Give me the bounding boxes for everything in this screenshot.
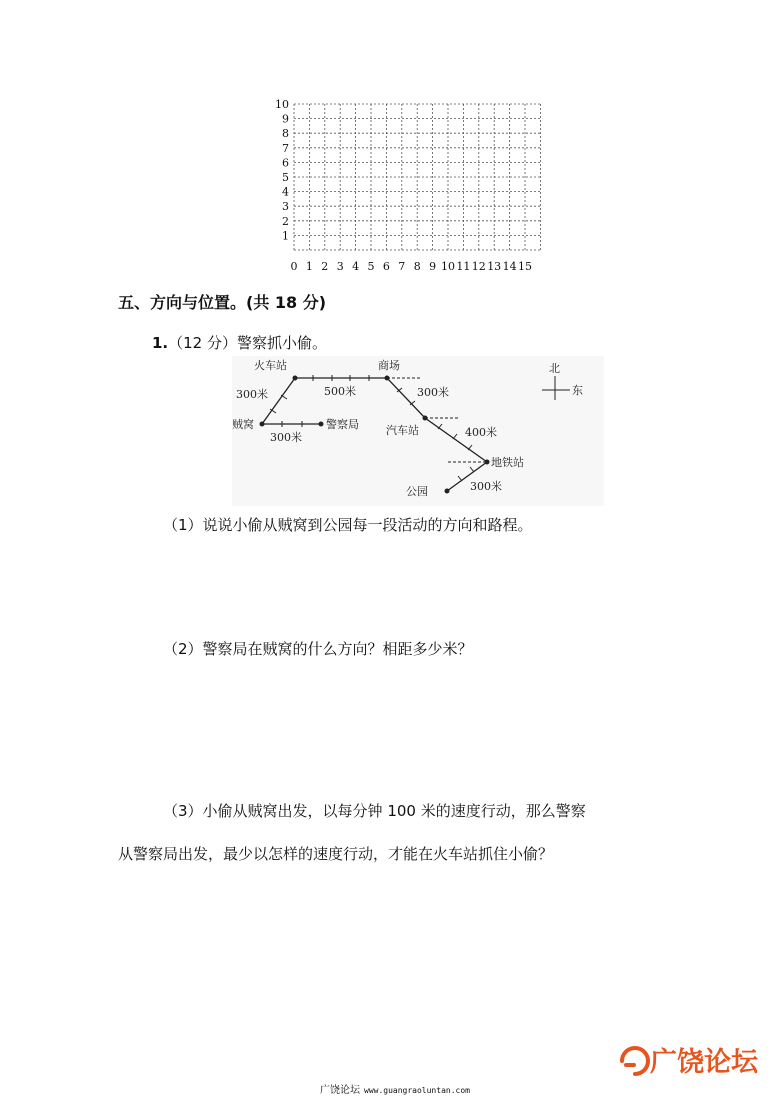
x-tick-label: 1 xyxy=(305,260,313,273)
y-tick-label: 10 xyxy=(275,98,289,111)
x-tick-label: 3 xyxy=(336,260,344,273)
point-police xyxy=(319,422,324,427)
sub-question-2: （2）警察局在贼窝的什么方向？相距多少米？ xyxy=(163,640,473,658)
x-axis-labels xyxy=(291,260,533,273)
x-tick-label: 5 xyxy=(367,260,375,273)
y-tick-label: 2 xyxy=(282,214,289,228)
watermark-logo xyxy=(612,1036,772,1086)
logo-mark xyxy=(622,1048,648,1074)
label-mall: 商场 xyxy=(378,359,400,372)
route-map xyxy=(232,356,604,506)
x-tick-label: 14 xyxy=(502,260,517,273)
coordinate-grid xyxy=(270,98,555,278)
x-tick-label: 4 xyxy=(352,260,360,273)
label-thief-den: 贼窝 xyxy=(232,418,254,431)
x-tick-label: 12 xyxy=(471,260,486,273)
y-tick-label: 5 xyxy=(282,171,289,184)
label-bus-station: 汽车站 xyxy=(386,424,419,437)
x-tick-label: 2 xyxy=(321,260,329,273)
y-tick-label: 3 xyxy=(282,200,289,214)
sub-question-3-line-2: 从警察局出发，最少以怎样的速度行动，才能在火车站抓住小偷？ xyxy=(118,845,554,863)
point-bus-station xyxy=(423,416,428,421)
y-tick-label: 4 xyxy=(282,185,289,199)
question-1-text: （12 分）警察抓小偷。 xyxy=(168,334,327,352)
dist-subway-park: 300米 xyxy=(470,480,502,493)
dist-bus-subway: 400米 xyxy=(465,426,497,439)
footer-name: 广饶论坛 xyxy=(320,1085,360,1096)
page-footer xyxy=(320,1081,470,1096)
section-title: 五、方向与位置。(共 18 分) xyxy=(118,293,327,312)
question-1-number: 1. xyxy=(152,334,169,352)
dist-den-train: 300米 xyxy=(236,388,268,401)
x-tick-label: 9 xyxy=(429,260,437,273)
question-1 xyxy=(152,332,327,353)
x-tick-label: 8 xyxy=(413,260,421,273)
y-axis-labels xyxy=(275,98,289,242)
sub-question-1: （1）说说小偷从贼窝到公园每一段活动的方向和路程。 xyxy=(163,516,533,534)
x-tick-label: 15 xyxy=(518,260,532,273)
dist-den-police: 300米 xyxy=(270,431,302,444)
grid-lines xyxy=(294,104,540,250)
compass-north-label: 北 xyxy=(549,362,560,375)
label-police: 警察局 xyxy=(326,418,359,431)
point-mall xyxy=(385,376,390,381)
footer-site: www.guangraoluntan.com xyxy=(364,1086,470,1095)
label-park: 公园 xyxy=(406,485,428,498)
x-tick-label: 10 xyxy=(441,260,455,273)
point-subway xyxy=(485,460,490,465)
logo-text: 广饶论坛 xyxy=(650,1047,758,1078)
compass-east-label: 东 xyxy=(572,384,583,397)
point-thief-den xyxy=(260,422,265,427)
label-subway: 地铁站 xyxy=(491,456,524,469)
point-park xyxy=(445,489,450,494)
x-tick-label: 6 xyxy=(382,260,390,273)
x-tick-label: 13 xyxy=(487,260,502,273)
sub-question-3-line-1: （3）小偷从贼窝出发，以每分钟 100 米的速度行动，那么警察 xyxy=(163,802,586,820)
logo-svg xyxy=(612,1036,772,1086)
x-tick-label: 0 xyxy=(290,260,298,273)
point-train-station xyxy=(293,376,298,381)
y-tick-label: 1 xyxy=(282,229,289,243)
label-train-station: 火车站 xyxy=(254,359,287,372)
dist-mall-bus: 300米 xyxy=(417,386,449,399)
x-tick-label: 7 xyxy=(398,260,406,273)
y-tick-label: 7 xyxy=(282,141,289,155)
coordinate-grid-svg xyxy=(270,98,555,278)
dist-train-mall: 500米 xyxy=(324,385,356,398)
route-map-svg xyxy=(232,356,604,506)
y-tick-label: 8 xyxy=(282,127,289,141)
y-tick-label: 6 xyxy=(282,156,289,170)
y-tick-label: 9 xyxy=(282,112,289,126)
x-tick-label: 11 xyxy=(456,260,471,273)
